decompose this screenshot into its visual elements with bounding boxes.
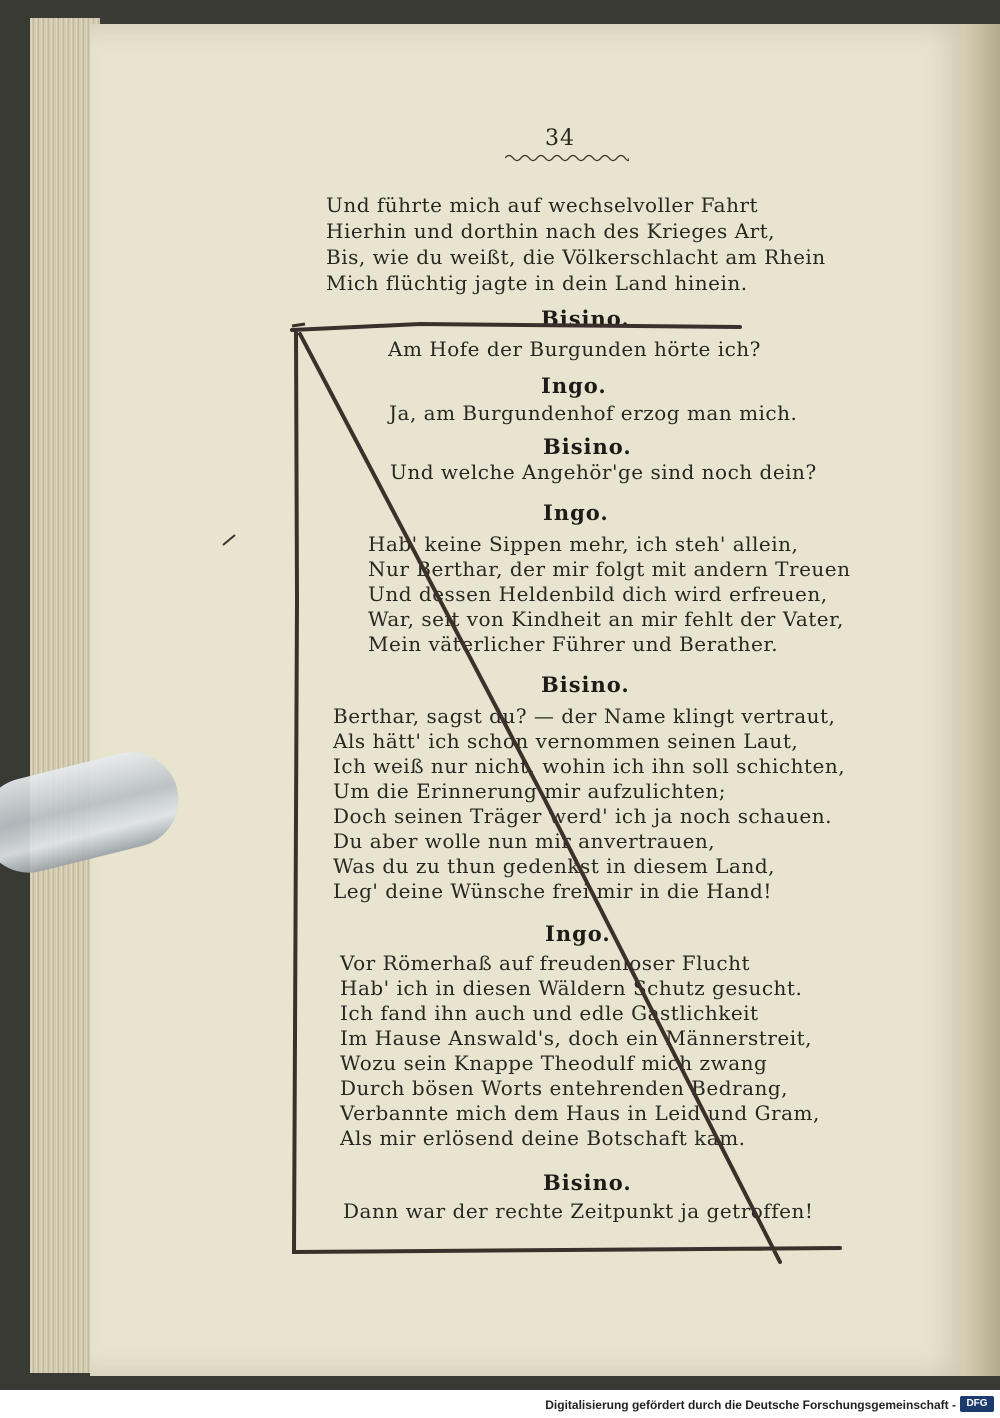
speaker-name: Ingo. [543, 500, 609, 525]
verse-line: Doch seinen Träger werd' ich ja noch schauen. [333, 804, 832, 828]
verse-line: Und führte mich auf wechselvoller Fahrt [326, 193, 759, 217]
verse-line: War, seit von Kindheit an mir fehlt der Vater, [368, 607, 844, 631]
verse-line: Mich flüchtig jagte in dein Land hinein. [326, 271, 748, 295]
verse-line: Hierhin und dorthin nach des Krieges Art, [326, 219, 776, 243]
speaker-name: Ingo. [541, 373, 607, 398]
verse-line: Berthar, sagst du? — der Name klingt vertraut, [333, 704, 836, 728]
page-gutter [962, 24, 1000, 1376]
verse-line: Ich fand ihn auch und edle Gastlichkeit [340, 1001, 759, 1025]
speaker-name: Bisino. [543, 1170, 632, 1195]
verse-line: Dann war der rechte Zeitpunkt ja getroffen! [343, 1199, 814, 1223]
verse-line: Du aber wolle nun mir anvertrauen, [333, 829, 716, 853]
verse-line: Und dessen Heldenbild dich wird erfreuen, [368, 582, 828, 606]
verse-line: Im Hause Answald's, doch ein Männerstreit, [340, 1026, 813, 1050]
speaker-name: Bisino. [541, 306, 630, 331]
verse-line: Nur Berthar, der mir folgt mit andern Treuen [368, 557, 851, 581]
verse-line: Ich weiß nur nicht, wohin ich ihn soll schichten, [333, 754, 846, 778]
verse-line: Als hätt' ich schon vernommen seinen Laut, [333, 729, 799, 753]
verse-line: Durch bösen Worts entehrenden Bedrang, [340, 1076, 789, 1100]
verse-line: Verbannte mich dem Haus in Leid und Gram, [340, 1101, 820, 1125]
speaker-name: Bisino. [541, 672, 630, 697]
verse-line: Leg' deine Wünsche frei mir in die Hand! [333, 879, 772, 903]
speaker-name: Ingo. [545, 921, 611, 946]
decorative-rule [505, 152, 629, 164]
footer-credit: Digitalisierung gefördert durch die Deutsche Forschungsgemeinschaft - [545, 1398, 956, 1412]
verse-line: Vor Römerhaß auf freudenloser Flucht [340, 951, 751, 975]
verse-line: Am Hofe der Burgunden hörte ich? [388, 337, 761, 361]
speaker-name: Bisino. [543, 434, 632, 459]
verse-line: Um die Erinnerung mir aufzulichten; [333, 779, 726, 803]
verse-line: Hab' keine Sippen mehr, ich steh' allein, [368, 532, 799, 556]
verse-line: Mein väterlicher Führer und Berather. [368, 632, 779, 656]
dfg-logo: DFG [960, 1396, 994, 1412]
page-number: 34 [545, 126, 575, 151]
verse-line: Und welche Angehör'ge sind noch dein? [390, 460, 817, 484]
verse-line: Hab' ich in diesen Wäldern Schutz gesucht. [340, 976, 803, 1000]
verse-line: Als mir erlösend deine Botschaft kam. [340, 1126, 746, 1150]
verse-line: Wozu sein Knappe Theodulf mich zwang [340, 1051, 768, 1075]
verse-line: Was du zu thun gedenkst in diesem Land, [333, 854, 775, 878]
verse-line: Bis, wie du weißt, die Völkerschlacht am Rhein [326, 245, 826, 269]
verse-line: Ja, am Burgundenhof erzog man mich. [389, 401, 798, 425]
